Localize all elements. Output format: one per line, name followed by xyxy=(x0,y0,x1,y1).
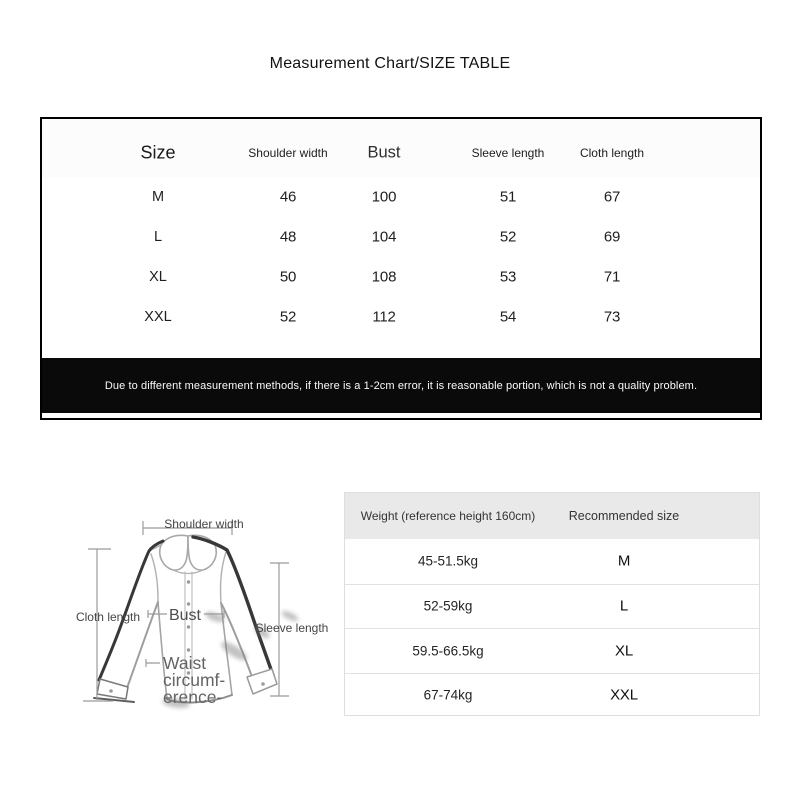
col-header-cloth-length: Cloth length xyxy=(579,145,645,160)
size-table-header-row xyxy=(42,119,760,177)
cell-value: 104 xyxy=(371,228,397,246)
waist-label-line1: Waist xyxy=(163,653,207,673)
bust-label: Bust xyxy=(168,607,202,624)
measurement-note-text: Due to different measurement methods, if there is a 1-2cm error, it is reasonable portion, which is not a quality problem. xyxy=(104,379,698,392)
waist-measure-line xyxy=(146,659,160,667)
cell-recommended-size: M xyxy=(617,552,631,570)
col-header-weight: Weight (reference height 160cm) xyxy=(360,509,536,523)
shoulder-width-label: Shoulder width xyxy=(164,517,244,531)
waist-label-line2: circumf- xyxy=(163,670,226,690)
table-row xyxy=(345,628,759,673)
cell-size: XL xyxy=(149,269,167,285)
cell-value: 51 xyxy=(499,188,517,206)
cell-value: 69 xyxy=(603,228,621,246)
table-row xyxy=(42,177,760,217)
table-row xyxy=(345,584,759,629)
cell-value: 53 xyxy=(499,268,517,286)
cell-weight-range: 52-59kg xyxy=(423,598,473,614)
cell-value: 46 xyxy=(279,188,297,206)
col-header-shoulder-width: Shoulder width xyxy=(248,145,328,160)
cell-size: M xyxy=(151,189,165,205)
cell-weight-range: 67-74kg xyxy=(423,687,473,703)
measurement-note-banner xyxy=(42,358,760,413)
table-row xyxy=(42,217,760,257)
cell-value: 50 xyxy=(279,268,297,286)
col-header-sleeve-length: Sleeve length xyxy=(471,145,545,160)
cell-value: 52 xyxy=(499,228,517,246)
cell-value: 52 xyxy=(279,308,297,326)
cell-weight-range: 45-51.5kg xyxy=(417,553,479,569)
cell-size: XXL xyxy=(144,309,172,325)
col-header-size: Size xyxy=(140,142,176,163)
cell-value: 108 xyxy=(371,268,397,286)
size-table xyxy=(40,117,762,420)
page-title: Measurement Chart/SIZE TABLE xyxy=(269,55,511,72)
cell-recommended-size: XL xyxy=(615,642,633,660)
cell-value: 67 xyxy=(603,188,621,206)
waist-label-line3: erence- xyxy=(163,687,223,707)
cloth-length-label: Cloth length xyxy=(75,610,141,624)
cell-recommended-size: L xyxy=(619,597,629,615)
sleeve-length-label: Sleeve length xyxy=(255,621,329,635)
cell-value: 48 xyxy=(279,228,297,246)
cell-value: 71 xyxy=(603,268,621,286)
col-header-recommended-size: Recommended size xyxy=(568,509,680,523)
cell-value: 100 xyxy=(371,188,397,206)
cell-size: L xyxy=(153,229,163,245)
col-header-bust: Bust xyxy=(367,143,401,162)
cell-value: 73 xyxy=(603,308,621,326)
table-row xyxy=(42,297,760,337)
table-row xyxy=(345,673,759,718)
shirt-diagram xyxy=(58,498,348,736)
weight-table-header-row xyxy=(345,493,759,539)
cloth-length-measure-line xyxy=(83,549,113,701)
table-row xyxy=(42,257,760,297)
cell-weight-range: 59.5-66.5kg xyxy=(412,643,484,659)
weight-size-table xyxy=(344,492,760,716)
cell-recommended-size: XXL xyxy=(610,686,638,704)
cell-value: 112 xyxy=(372,308,396,326)
table-row xyxy=(345,539,759,584)
cell-value: 54 xyxy=(499,308,517,326)
